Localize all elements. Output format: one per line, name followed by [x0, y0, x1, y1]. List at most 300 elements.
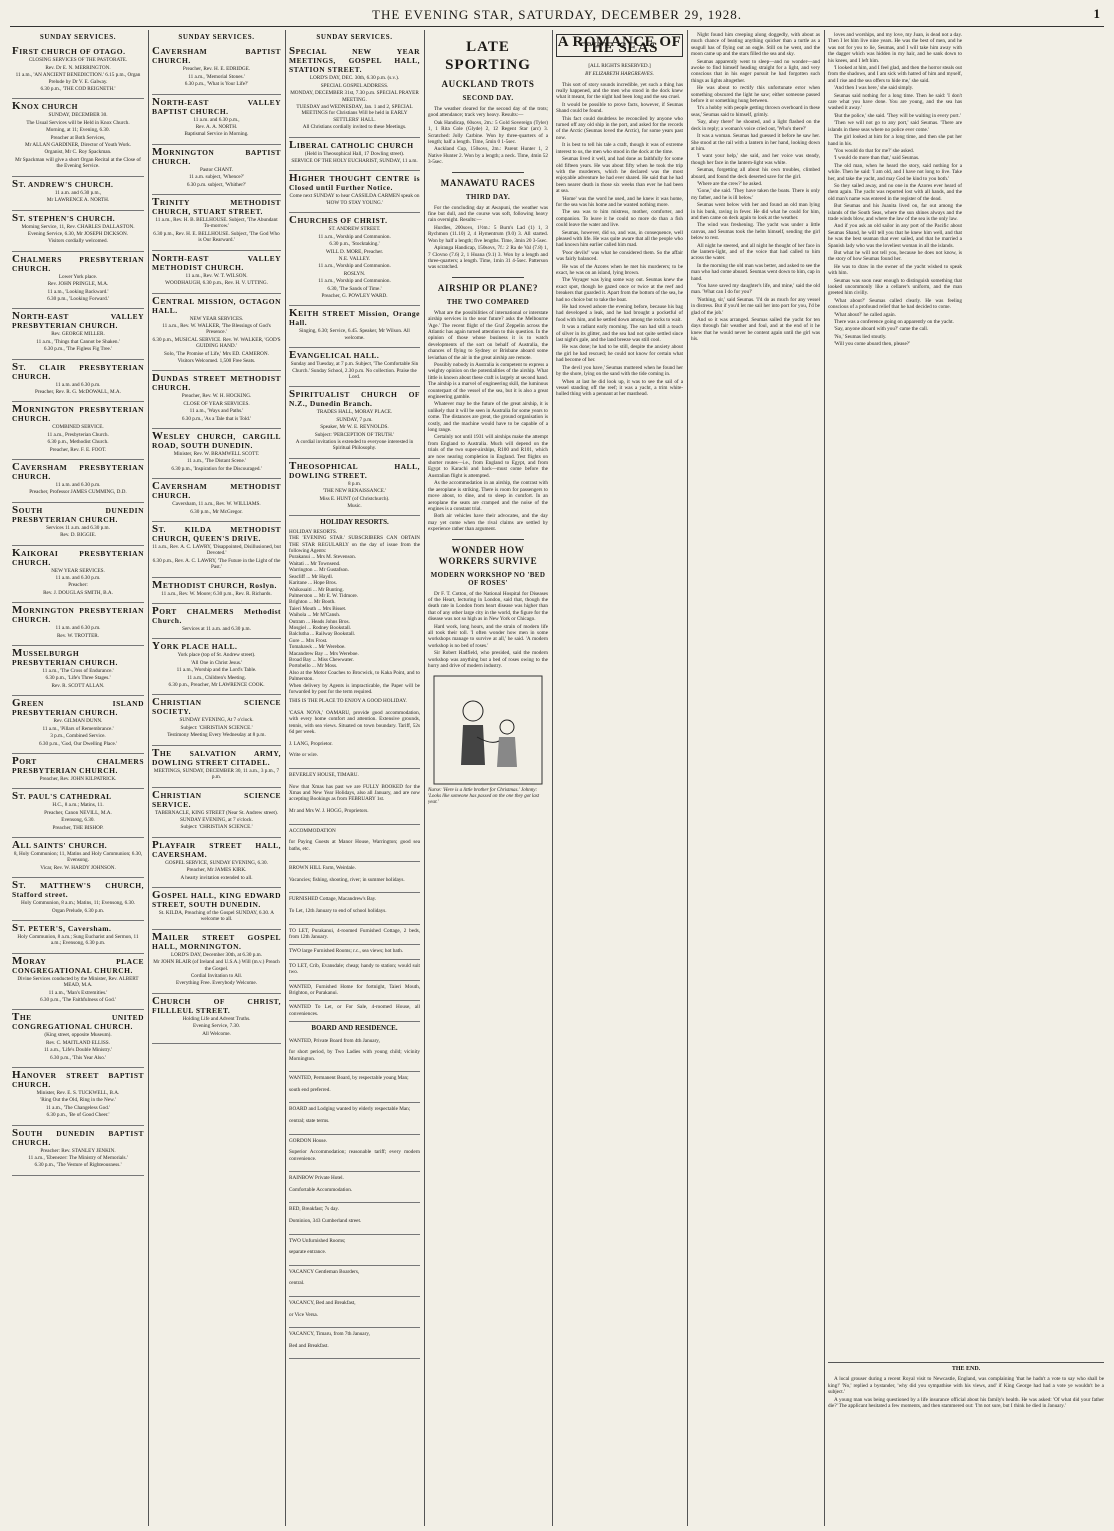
notice-title: GORDON House.: [289, 1137, 328, 1144]
notice-title: WANTED To Let, or For Sale, 4-roomed House, all conveniences.: [289, 1004, 420, 1017]
drop-initial: P: [152, 838, 160, 851]
notice-line: Organ Prelude, 6.30 p.m.: [51, 907, 105, 914]
notice-line: 'All One in Christ Jesus.': [190, 659, 243, 666]
notice-title: PORT CHALMERS Methodist Church.: [152, 605, 281, 626]
drop-initial: N: [152, 95, 161, 108]
notice-line: SPECIAL GOSPEL ADDRESS.: [320, 82, 389, 89]
paragraph: Seumas, however, did so, and was, in consequence, well pleased with life. He was quite aware that all the people who had known him earlier called him mad.: [556, 229, 683, 249]
notice-line: central.: [289, 1280, 305, 1287]
service-notice: [289, 138, 420, 172]
notice-line: York place (top of St. Andrew street).: [177, 652, 256, 659]
notice-line: 6.30 p.m., Mr McGregor.: [190, 508, 243, 515]
drop-initial: S: [12, 177, 19, 190]
notice-line: Vacancies; fishing, shooting, river; in summer holidays.: [289, 876, 405, 883]
notice-line: WOODHAUGH, 6.30 p.m., Rev. H. V. UTTING.: [165, 280, 268, 287]
notice-line: Pastor CHANT.: [199, 166, 234, 173]
notice-line: 3 p.m., Combined Service.: [50, 733, 106, 740]
notice-line: 8 p.m.: [347, 480, 362, 487]
notice-title: WANTED, Permanent Board, by respectable young Man;: [289, 1075, 409, 1082]
holiday-line: Brighton ... Mr Booth.: [289, 599, 336, 606]
notice-line: 6.30 p.m. subject, 'Whither?': [186, 181, 247, 188]
drop-initial: C: [12, 252, 21, 265]
paragraph: In the morning the old man was better, and asked to see the man who had come aboard. Seumas went down to him, cap in hand.: [691, 262, 820, 282]
service-notice: [152, 746, 281, 788]
paragraph: 'And then I was here,' she said simply.: [834, 85, 914, 92]
service-notice: [289, 769, 420, 825]
drop-initial: B: [289, 1206, 293, 1213]
drop-initial: B: [289, 772, 293, 778]
notice-line: To Let, 12th January to end of school holidays.: [289, 907, 387, 914]
notice-line: MONDAY, DECEMBER 31st, 7.30 p.m. SPECIAL PRAYER MEETING.: [290, 90, 419, 103]
service-notice: [152, 695, 281, 745]
service-notice: [289, 1297, 420, 1328]
notice-line: 11 a.m., 'AN ANCIENT BENEDICTION.' 6.15 p.m., Organ Prelude by Dr V. E. Galway.: [15, 72, 141, 85]
paragraph: The sea was to him mistress, mother, comforter, and companion. To leave it he could no more do than a fish could leave the water and live.: [556, 209, 683, 229]
drop-initial: H: [289, 172, 299, 185]
story-text: [828, 32, 1104, 1362]
notice-title: LIBERAL CATHOLIC CHURCH: [289, 138, 414, 151]
notice-line: 11 a.m., 'Ebenezer: The Ministry of Memorials.': [28, 1155, 128, 1162]
service-notice: [12, 696, 144, 754]
auckland-trots-article: [428, 106, 548, 166]
drop-initial: S: [152, 523, 159, 535]
service-notice: [12, 309, 144, 359]
paragraph: What are the possibilities of international or interstate airship services in the near future? asks the Melbourne 'Age.' The recent flight of the Graf Zeppelin across the Atlantic has again turned attention to this question. In the opinion of those whose business it is to watch developments of the sort on behalf of Australia, the chances of flying to Sydney or Brisbane aboard some leviathan of the air in the great airship are remote.: [428, 309, 548, 361]
notice-line: south end preferred.: [289, 1086, 331, 1093]
notice-title: ACCOMMODATION: [289, 827, 336, 834]
paragraph: loves and worships, and my love, my Juan, is dead not a day. Then I let him live nine years. He was the best of men, and he was not for you to lie, Seumas, and I will take him away with the dagger which was hidden in my hair, and he sank down to his knees, and I left him.: [828, 32, 962, 64]
manawatu-races-title: MANAWATU RACES: [440, 177, 536, 188]
drop-initial: C: [12, 461, 21, 473]
notice-line: Preacher, Rev. R. G. McDOWALL, M.A.: [35, 388, 121, 395]
notice-line: 11 a.m., 'Man's Extremities.': [48, 989, 108, 996]
notice-line: Caversham, 11 a.m., Rev. W. WILLIAMS.: [172, 501, 261, 508]
drop-initial: K: [12, 100, 22, 113]
notice-line: Comfortable Accommodation.: [289, 1186, 353, 1193]
holiday-line: Portobello ... Mr Moss.: [289, 663, 338, 670]
drop-initial: H: [12, 1069, 22, 1082]
drop-initial: S: [12, 211, 19, 224]
paragraph: The wind was freshening. The yacht was under a little canvas, and Seumas took the helm himself, sending the girl below to rest.: [691, 222, 820, 242]
notice-line: 11 a.m., Worship and Communion.: [318, 233, 391, 240]
workers-article: [428, 591, 548, 670]
manawatu-races-sub: THIRD DAY.: [465, 192, 511, 201]
service-notice: [12, 211, 144, 252]
notice-line: Visitors Welcomed. 1,500 Free Seats.: [177, 357, 256, 364]
notice-line: Preacher, Professor JAMES CUMMING, D.D.: [29, 489, 127, 496]
service-notice: [12, 99, 144, 176]
notice-line: A cordial invitation is extended to everyone interested in Spiritual Philosophy.: [295, 439, 414, 452]
service-notice: [152, 195, 281, 251]
paragraph: 'I would do more than that,' said Seumas.: [834, 155, 920, 162]
drop-initial: S: [12, 1126, 19, 1139]
notice-line: Preacher:: [68, 582, 88, 589]
holiday-line: Waikouaiti ... Mr Bunting.: [289, 586, 344, 593]
drop-initial: C: [152, 994, 161, 1007]
notice-line: 11 a.m., Worship and Communion.: [318, 263, 391, 270]
drop-initial: P: [152, 605, 160, 618]
notice-line: Mr and Mrs W. J. HOGG, Proprietors.: [289, 808, 369, 814]
drop-initial: P: [12, 754, 20, 767]
notice-line: Evening Service, 6.30, Mr JOSEPH DICKSON.: [27, 230, 129, 237]
notice-line: Preacher, Rev. W. H. HOCKING.: [181, 393, 252, 400]
notice-title: YORK PLACE HALL.: [152, 640, 238, 653]
service-notice: [152, 294, 281, 372]
notice-title: WANTED, Furnished Home for fortnight, Taieri Mouth, Brighton, or Purakanui.: [289, 983, 420, 996]
board-heading: BOARD AND RESIDENCE.: [311, 1024, 398, 1033]
notice-line: 'Ring Out the Old, Ring in the New.': [40, 1097, 116, 1104]
notice-line: Rev. J. DOUGLAS SMITH, B.A.: [43, 589, 113, 596]
service-notice: [12, 460, 144, 503]
holiday-line: Karitane ... Hope Bros.: [289, 580, 337, 587]
service-notice: [289, 862, 420, 893]
notice-line: Mr Spackman will give a short Organ Recital at the Close of the Evening Service.: [15, 156, 141, 170]
notice-title: TRINITY METHODIST CHURCH, STUART STREET.: [152, 196, 281, 217]
notice-line: Preacher, Rev. F. E. FOOT.: [49, 446, 107, 453]
notice-line: for Paying Guests at Manor House, Warrington; good sea baths, etc.: [289, 839, 420, 852]
paragraph: Oak Handicap, 60sovs, 2m.: 5 Gold Sovereign (Tyler) 1, 1 Rita Cole (Glyde) 2, 12 Regent Star (arc) 3. Scratched: Jolly Carbine. Won by three-quarters of a length; half a length. Time, 5min 0 1-5sec.: [428, 119, 548, 146]
notice-line: Mr ALLAN GARDINER, Director of Youth Work.: [25, 142, 131, 149]
notice-line: 6.30 p.m., 'The Figless Fig Tree.': [43, 346, 113, 353]
paragraph: So they sailed away, and no one in the Azores ever heard of them again. The yacht was reported lost with all hands, and the old man's name was entered in the register of the dead.: [828, 182, 962, 202]
drop-initial: M: [12, 647, 23, 660]
paragraph: But what he will not tell you, because he does not know, is the story of how Seumas found her.: [828, 250, 962, 263]
holiday-heading: HOLIDAY RESORTS.: [320, 518, 389, 527]
notice-title: THE UNITED CONGREGATIONAL CHURCH.: [12, 1011, 144, 1032]
service-notice: [289, 171, 420, 213]
notice-title: CAVERSHAM METHODIST CHURCH.: [152, 480, 281, 501]
drop-initial: V: [289, 1331, 293, 1338]
notice-title: WANTED, Private Board from 4th January,: [289, 1037, 380, 1044]
paragraph: 'Nothing, sir,' said Seumas. 'I'd do as much for any vessel in distress. But if you'd let me sail her into port for you, I'd be glad of the job.': [691, 296, 820, 316]
holiday-line: Palmerston ... Mr E. W. Tidmore.: [289, 592, 359, 599]
column-rule: [687, 30, 688, 1526]
notice-line: SUNDAY, 7 p.m.: [336, 416, 373, 423]
notice-line: 11 a.m. and 6.30 p.m.: [55, 482, 101, 488]
page-number: 1: [1093, 6, 1100, 21]
notice-line: Rev. W. TROTTER.: [56, 632, 100, 639]
notice-line: 11 a.m., 'Ways and Paths.': [189, 408, 244, 415]
notice-line: 6.30 p.m., 'What is Your Life?': [184, 81, 249, 88]
holiday-line: Broad Bay ... Miss Chewwater.: [289, 656, 354, 663]
notice-line: N.E. VALLEY.: [338, 255, 371, 262]
holiday-line: Taieri Mouth ... Mrs Bisset.: [289, 605, 347, 612]
service-notice: [289, 695, 420, 769]
notice-line: 11 a.m., Worship and Communion.: [318, 278, 391, 285]
notice-title: MORNINGTON PRESBYTERIAN CHURCH.: [12, 403, 144, 424]
service-notice: [289, 1203, 420, 1234]
notice-line: Preacher, Rev. JOHN KILPATRICK.: [39, 775, 117, 782]
paragraph: For the concluding day at Awapuni, the weather was fine but dull, and the course was soft, following heavy rain overnight. Results:—: [428, 204, 548, 224]
paragraph: Seumas said nothing for a long time. Then he said: 'I don't care what you have done. You are young, and the sea has washed it away.': [828, 92, 962, 112]
board-ads: [289, 1035, 420, 1360]
service-notice: [152, 994, 281, 1044]
notice-title: CHRISTIAN SCIENCE SERVICE.: [152, 788, 281, 809]
notice-line: All Christians cordially invited to these Meetings.: [302, 124, 407, 131]
notice-line: Superior Accommodation; reasonable tariff; every modern convenience.: [289, 1149, 420, 1162]
drop-initial: T: [289, 962, 293, 969]
service-notice: [12, 503, 144, 546]
notice-line: SUNDAY, DECEMBER 30.: [48, 112, 108, 119]
service-notice: [152, 145, 281, 195]
drop-initial: W: [289, 1075, 294, 1082]
service-notice: [12, 921, 144, 954]
notice-title: BEVERLEY HOUSE, TIMARU.: [289, 772, 359, 778]
service-notice: [152, 429, 281, 479]
paragraph: Seumas, forgetting all about his own troubles, climbed aboard, and found the deck deserted save for the girl.: [691, 167, 820, 180]
notice-title: VACANCY, Timaru, from 7th January,: [289, 1331, 370, 1338]
drop-initial: V: [289, 1299, 293, 1306]
notice-title: SPIRITUALIST CHURCH OF N.Z., Dunedin Branch.: [289, 388, 420, 409]
notice-title: CHURCHES OF CHRIST.: [289, 214, 388, 227]
holiday-line: HOLIDAY RESORTS.: [289, 528, 338, 535]
notice-title: CENTRAL MISSION, OCTAGON HALL.: [152, 294, 281, 315]
service-notice: [12, 177, 144, 211]
byline: BY ELIZABETH HARGREAVES.: [585, 71, 654, 78]
paragraph: 'Say, anyone aboard with you?' came the call.: [834, 326, 929, 333]
column-heading: SUNDAY SERVICES.: [39, 33, 117, 41]
paragraph: 'No,' Seumas lied stoutly.: [834, 333, 887, 340]
auckland-trots-sub: SECOND DAY.: [462, 94, 514, 102]
paragraph: Seumas went below with her and found an old man lying in his bunk, raving in fever. He did what he could for him, and then came on deck again to look at the weather.: [691, 202, 820, 221]
paragraph: He was about to rectify this unfortunate error when something obscured the light he saw; either someone passed before it or something hung between.: [691, 85, 820, 105]
holiday-line: Seacliff ... Mr Haydl.: [289, 573, 334, 580]
service-notice: [152, 788, 281, 838]
notice-title: THE SALVATION ARMY, DOWLING STREET CITADEL.: [152, 746, 281, 767]
notice-title: MORAY PLACE CONGREGATIONAL CHURCH.: [12, 954, 144, 975]
service-notice: [12, 1068, 144, 1126]
notice-title: METHODIST CHURCH, Roslyn.: [152, 578, 277, 591]
service-notice: [289, 306, 420, 348]
notice-line: Mr JOHN BLAIR (of Ireland and U.S.A.) Will (m.v.) Preach the Gospel.: [153, 959, 280, 972]
notice-title: KEITH STREET Mission, Orange Hall.: [289, 307, 420, 328]
paragraph: Night found him creeping along doggedly, with about as much chance of beating anything quicker than a turtle as a seagull has of flying out an eagle. Still on he went, and the moon came up and the stars filled the sea and sky.: [691, 32, 820, 58]
notice-line: 11 a.m. and 6.30 p.m.: [55, 625, 101, 632]
drop-initial: T: [289, 948, 293, 955]
column-rule: [424, 30, 425, 1526]
notice-line: MEETINGS, SUNDAY, DECEMBER 30, 11 a.m., 3 p.m., 7 p.m.: [153, 767, 280, 781]
notice-line: 11 a.m. and 6.30 p.m.,: [193, 116, 240, 123]
holiday-line: Tomahawk ... Mr Wereboe.: [289, 644, 346, 651]
drop-initial: T: [152, 746, 160, 759]
notice-line: 11 a.m., Presbyterian Church.: [47, 431, 109, 438]
story-text: [556, 82, 683, 398]
paragraph: He had rowed ashore the evening before, because his bag had developed a leak, and he had brought a pocketful of food with him, and he settled down among the rocks to wait.: [556, 304, 683, 323]
notice-title: BROWN HILL Farm, Weirdale.: [289, 865, 356, 872]
airship-sub: THE TWO COMPARED: [446, 297, 530, 306]
paragraph: The Voyager was lying some way out. Seumas knew the exact spot, though he gazed once or twice at the reef and breakers that guarded it. Apart from the bottom of the sea, he had no choice but to take the boat.: [556, 277, 683, 303]
notices-list: [12, 44, 144, 1175]
paragraph: 'Say, ahoy there!' he shouted, and a light flashed on the deck in reply; a woman's voice cried out, 'Who's there?': [691, 119, 820, 132]
manawatu-races-article: [428, 205, 548, 271]
notice-title: SOUTH DUNEDIN BAPTIST CHURCH.: [12, 1126, 144, 1147]
paragraph: This sort of story sounds incredible, yet such a thing has really happened, and the men who stood in the dock knew what it meant, for the night had been long and the sea cruel.: [556, 81, 683, 101]
paragraph: 'I want your help,' she said, and her voice was steady, though her face in the lantern-light was white.: [691, 153, 820, 166]
notice-title: CHURCH OF CHRIST, FILLLEUL STREET.: [152, 994, 281, 1015]
notice-line: Preacher, G. POWLEY WARD.: [321, 292, 388, 299]
drop-initial: A: [12, 838, 21, 851]
filler-paragraph: A local grouser during a recent Royal visit to Newcastle, England, was complaining 'that he hadn't a vote to say who shall be king!' 'No,' replied a bystander, 'why did you sympathise with his views, and' if King George had had a vote ye wouldn't be a subject.': [828, 1376, 1104, 1396]
service-notice: [152, 639, 281, 695]
notice-line: 11 a.m., Children's Meeting.: [187, 674, 246, 681]
workers-title: WONDER HOW WORKERS SURVIVE: [438, 544, 538, 566]
notice-line: All Welcome.: [202, 1030, 231, 1037]
service-notice: [289, 1266, 420, 1297]
notice-line: 6.30 p.m., 'THE COD REIGNETH.': [40, 86, 116, 93]
notice-line: TABERNACLE, KING STREET (Near St. Andrew street).: [155, 809, 278, 816]
notice-line: Subject: 'CHRISTIAN SCIENCE.': [180, 724, 253, 731]
notice-title: ST. PAUL'S CATHEDRAL: [12, 790, 112, 803]
service-notice: [289, 1035, 420, 1073]
notice-line: Holy Communion, 8 a.m.; Matins, 11; Evensong, 6.30.: [21, 900, 135, 907]
masthead: [10, 4, 1104, 27]
drop-initial: S: [12, 503, 19, 516]
notice-line: 6.30 p.m., 'The Faithfulness of God.': [40, 997, 116, 1003]
holiday-line: Purakanui ... Mrs M. Stevenson.: [289, 554, 357, 561]
drop-initial: S: [289, 45, 296, 58]
holiday-line: Gore ... Mrs Frost.: [289, 637, 328, 644]
notice-title: SOUTH DUNEDIN PRESBYTERIAN CHURCH.: [12, 503, 144, 524]
paragraph: It was a radiant early morning. The sun had still a touch of silver in its glitter, and the sea had not quite settled since last night's gale, and the land breeze was still cool.: [556, 324, 683, 344]
paragraph: The girl looked at him for a long time, and then she put her hand in his.: [828, 134, 962, 147]
paragraph: Both air vehicles have their advocates, and the day may yet come when the rival claims are settled by experience rather than argument.: [428, 513, 548, 533]
service-notice: [289, 1172, 420, 1203]
drop-initial: C: [152, 294, 161, 307]
serial-title: A ROMANCE OF THE SEAS: [557, 34, 682, 57]
notice-line: 11 a.m., 'Things that Cannot be Shaken.': [36, 338, 120, 345]
notice-title: PLAYFAIR STREET HALL, CAVERSHAM.: [152, 838, 281, 859]
notice-line: A hearty invitation extended to all.: [180, 874, 253, 881]
drop-initial: G: [12, 697, 22, 710]
notice-line: Come next SUNDAY to hear CASSILDA CARMEN speak on 'HOW TO STAY YOUNG.': [289, 193, 420, 206]
notices-list: [289, 44, 420, 516]
service-notice: [289, 348, 420, 387]
notice-title: ST. STEPHEN'S CHURCH.: [12, 211, 116, 224]
notice-title: MORNINGTON BAPTIST CHURCH.: [152, 145, 281, 166]
airship-article: [428, 310, 548, 533]
service-notice: [12, 1010, 144, 1068]
notice-line: Evensong, 6.30.: [61, 817, 95, 824]
paragraph: Whatever may be the future of the great airship, it is unlikely that it will be seen in Australia for some years to come. The distances are great, the ground organisation is costly, and the machine would have to be capable of a long range.: [428, 401, 548, 434]
notice-line: 'CASA NOVA,' OAMARU, provide good accommodation, with every home comfort and attention. Extensive grounds, tennis, with sea views. Situated on town boundary. Tariff, 52s 6d per week.: [289, 710, 420, 736]
service-notice: [152, 371, 281, 429]
notices-list: [152, 44, 281, 1044]
paragraph: There was a conference going on apparently on the yacht.: [834, 319, 954, 326]
notice-line: LORD'S DAY, December 30th, at 6.30 p.m.: [171, 951, 262, 958]
paragraph: He was of the Azores when he met his murderers; to be exact, he was on an island, lying brown.: [556, 263, 683, 276]
notice-title: TWO Unfurnished Rooms;: [289, 1237, 346, 1244]
paragraph: And if you ask an old sailor in any port of the Pacific about Seumas Shand, he will tell you that he knew him well, and that he was the best seaman that ever sailed, and that he married a Spanish lady who was the loveliest woman in all the islands.: [828, 223, 962, 249]
notice-line: Morning Service, 11, Rev. CHARLES DALLASTON.: [21, 223, 135, 230]
service-notice: [12, 954, 144, 1011]
column-rule: [148, 30, 149, 1526]
drop-initial: F: [12, 45, 20, 58]
notice-line: 11 a.m., Worship and the Lord's Table.: [176, 667, 257, 674]
service-notice: [12, 646, 144, 696]
drop-initial: D: [152, 372, 161, 385]
notice-line: COMBINED SERVICE.: [52, 424, 104, 431]
drop-initial: K: [12, 546, 22, 559]
column-heading: SUNDAY SERVICES.: [316, 33, 393, 41]
drop-initial: B: [289, 865, 293, 872]
paragraph: Dr F. T. Cotton, of the National Hospital for Diseases of the Heart, lecturing in London, said that, though the death rate in London from heart disease was higher than that of any other large city in the world, the figure for the disease was not so high as in New York or Chicago.: [428, 590, 548, 623]
service-notice: [289, 1001, 420, 1022]
notice-line: 6.30 p.m., 'Stocktaking.': [329, 241, 380, 248]
notice-title: MUSSELBURGH PRESBYTERIAN CHURCH.: [12, 647, 118, 668]
column-sunday-services-1: [12, 32, 144, 1524]
drop-initial: M: [12, 954, 23, 967]
holiday-line: Warrington ... Mr Gustafson.: [289, 567, 349, 574]
notice-line: Solo, 'The Promise of Life,' Mrs ED. CAMERON.: [164, 350, 269, 357]
service-notice: [12, 360, 144, 403]
auckland-trots-title: AUCKLAND TROTS: [441, 79, 535, 89]
holiday-ads: [289, 695, 420, 1022]
drop-initial: B: [289, 1106, 293, 1113]
service-notice: [289, 1135, 420, 1173]
notice-line: 11 a.m. and 6.30 p.m.,: [54, 189, 102, 196]
notice-line: 6.30 p.m., 'Inspiration for the Discouraged.': [171, 465, 262, 472]
service-notice: [152, 251, 281, 294]
notice-line: NEW YEAR SERVICES.: [189, 315, 244, 322]
notice-line: Services at 11 a.m. and 6.30 p.m.: [182, 626, 251, 633]
notice-line: Bed and Breakfast.: [289, 1342, 329, 1349]
service-notice: [12, 44, 144, 99]
notice-line: TRADES HALL, MORAY PLACE.: [316, 409, 393, 416]
workers-sub: MODERN WORKSHOP NO 'BED OF ROSES': [430, 570, 546, 587]
paragraph: Sir Robert Hadfield, who presided, said the modern workshop was anything but a bed of roses owing to the hurry and drive of modern industry.: [428, 650, 548, 669]
notice-line: Preacher: Rev. STANLEY JENKIN.: [40, 1147, 116, 1154]
notice-title: TO LET, Purakanui, 4-roomed Furnished Cottage, 2 beds, from 12th January.: [289, 927, 420, 940]
drop-initial: K: [289, 307, 299, 320]
column-romance-2: [691, 32, 820, 1524]
notice-title: ST. CLAIR PRESBYTERIAN CHURCH.: [12, 360, 144, 381]
drop-initial: L: [289, 138, 297, 151]
paragraph: The old man, when he heard the story, said nothing for a while. Then he said: 'I am old, and I have not long to live. Take her, and take the yacht, and may God be kind to you both.': [828, 162, 962, 182]
drop-initial: Y: [152, 640, 161, 653]
drop-initial: F: [289, 896, 292, 903]
paragraph: The devil you have,' Seumas muttered when he found her by the shore, lying on the sand with the tide coming in.: [556, 364, 683, 378]
notice-title: BED, Breakfast; 7s day.: [289, 1206, 339, 1213]
service-notice: [289, 459, 420, 517]
notice-line: Rev. Dr E. N. MERRINGTON.: [45, 64, 111, 71]
paragraph: As the accommodation in an airship, the contrast with the aeroplane is striking. There is room for passengers to move about, to dine, and to sleep in comfort. In an aeroplane the seats are cramped and the noise of the engines is a constant trial.: [428, 480, 548, 512]
service-notice: [289, 925, 420, 946]
service-notice: [12, 838, 144, 878]
drop-initial: G: [289, 1137, 293, 1144]
drop-initial: S: [12, 921, 19, 934]
drop-initial: S: [12, 360, 19, 373]
drop-initial: W: [289, 1037, 294, 1044]
notice-line: Minister, Rev. W. BRAMWELL SCOTT.: [173, 450, 260, 457]
notice-line: (Held in Theosophical Hall, 17 Dowling street).: [304, 150, 405, 157]
column-sunday-services-2: [152, 32, 281, 1524]
notice-title: ST. MATTHEW'S CHURCH, Stafford street.: [12, 879, 144, 900]
rights-notice: [ALL RIGHTS RESERVED.]: [588, 62, 651, 69]
notice-line: 11 a.m., Rev. A. C. LAWRY, 'Disappointed, Disillusioned, but Devoted.': [152, 544, 281, 557]
holiday-line: Mosgiel ... Rodney Bookstall.: [289, 624, 352, 631]
drop-initial: C: [289, 214, 298, 227]
notice-title: TWO large Furnished Rooms; r.c., sea views; hot bath.: [289, 948, 404, 955]
column-rule: [824, 30, 825, 1526]
notice-line: Rev. GEORGE MILLER.: [51, 331, 105, 338]
notice-line: 6.30 p.m., Rev. H. E. BELLHOUSE. Subject, 'The God Who is Our Rearward.': [153, 230, 280, 244]
notice-line: Preacher at Both Services,: [50, 134, 106, 141]
notice-title: WESLEY CHURCH, CARGILL ROAD, SOUTH DUNEDIN.: [152, 429, 281, 450]
column-heading: SUNDAY SERVICES.: [178, 33, 255, 41]
notice-title: VACANCY, Bed and Breakfast,: [289, 1299, 356, 1306]
notice-line: Preacher, Rev. H. E. EDRIDGE.: [182, 66, 251, 73]
notice-title: TO LET, Crib, Evansdale; cheap; handy to station; would suit two.: [289, 962, 420, 976]
